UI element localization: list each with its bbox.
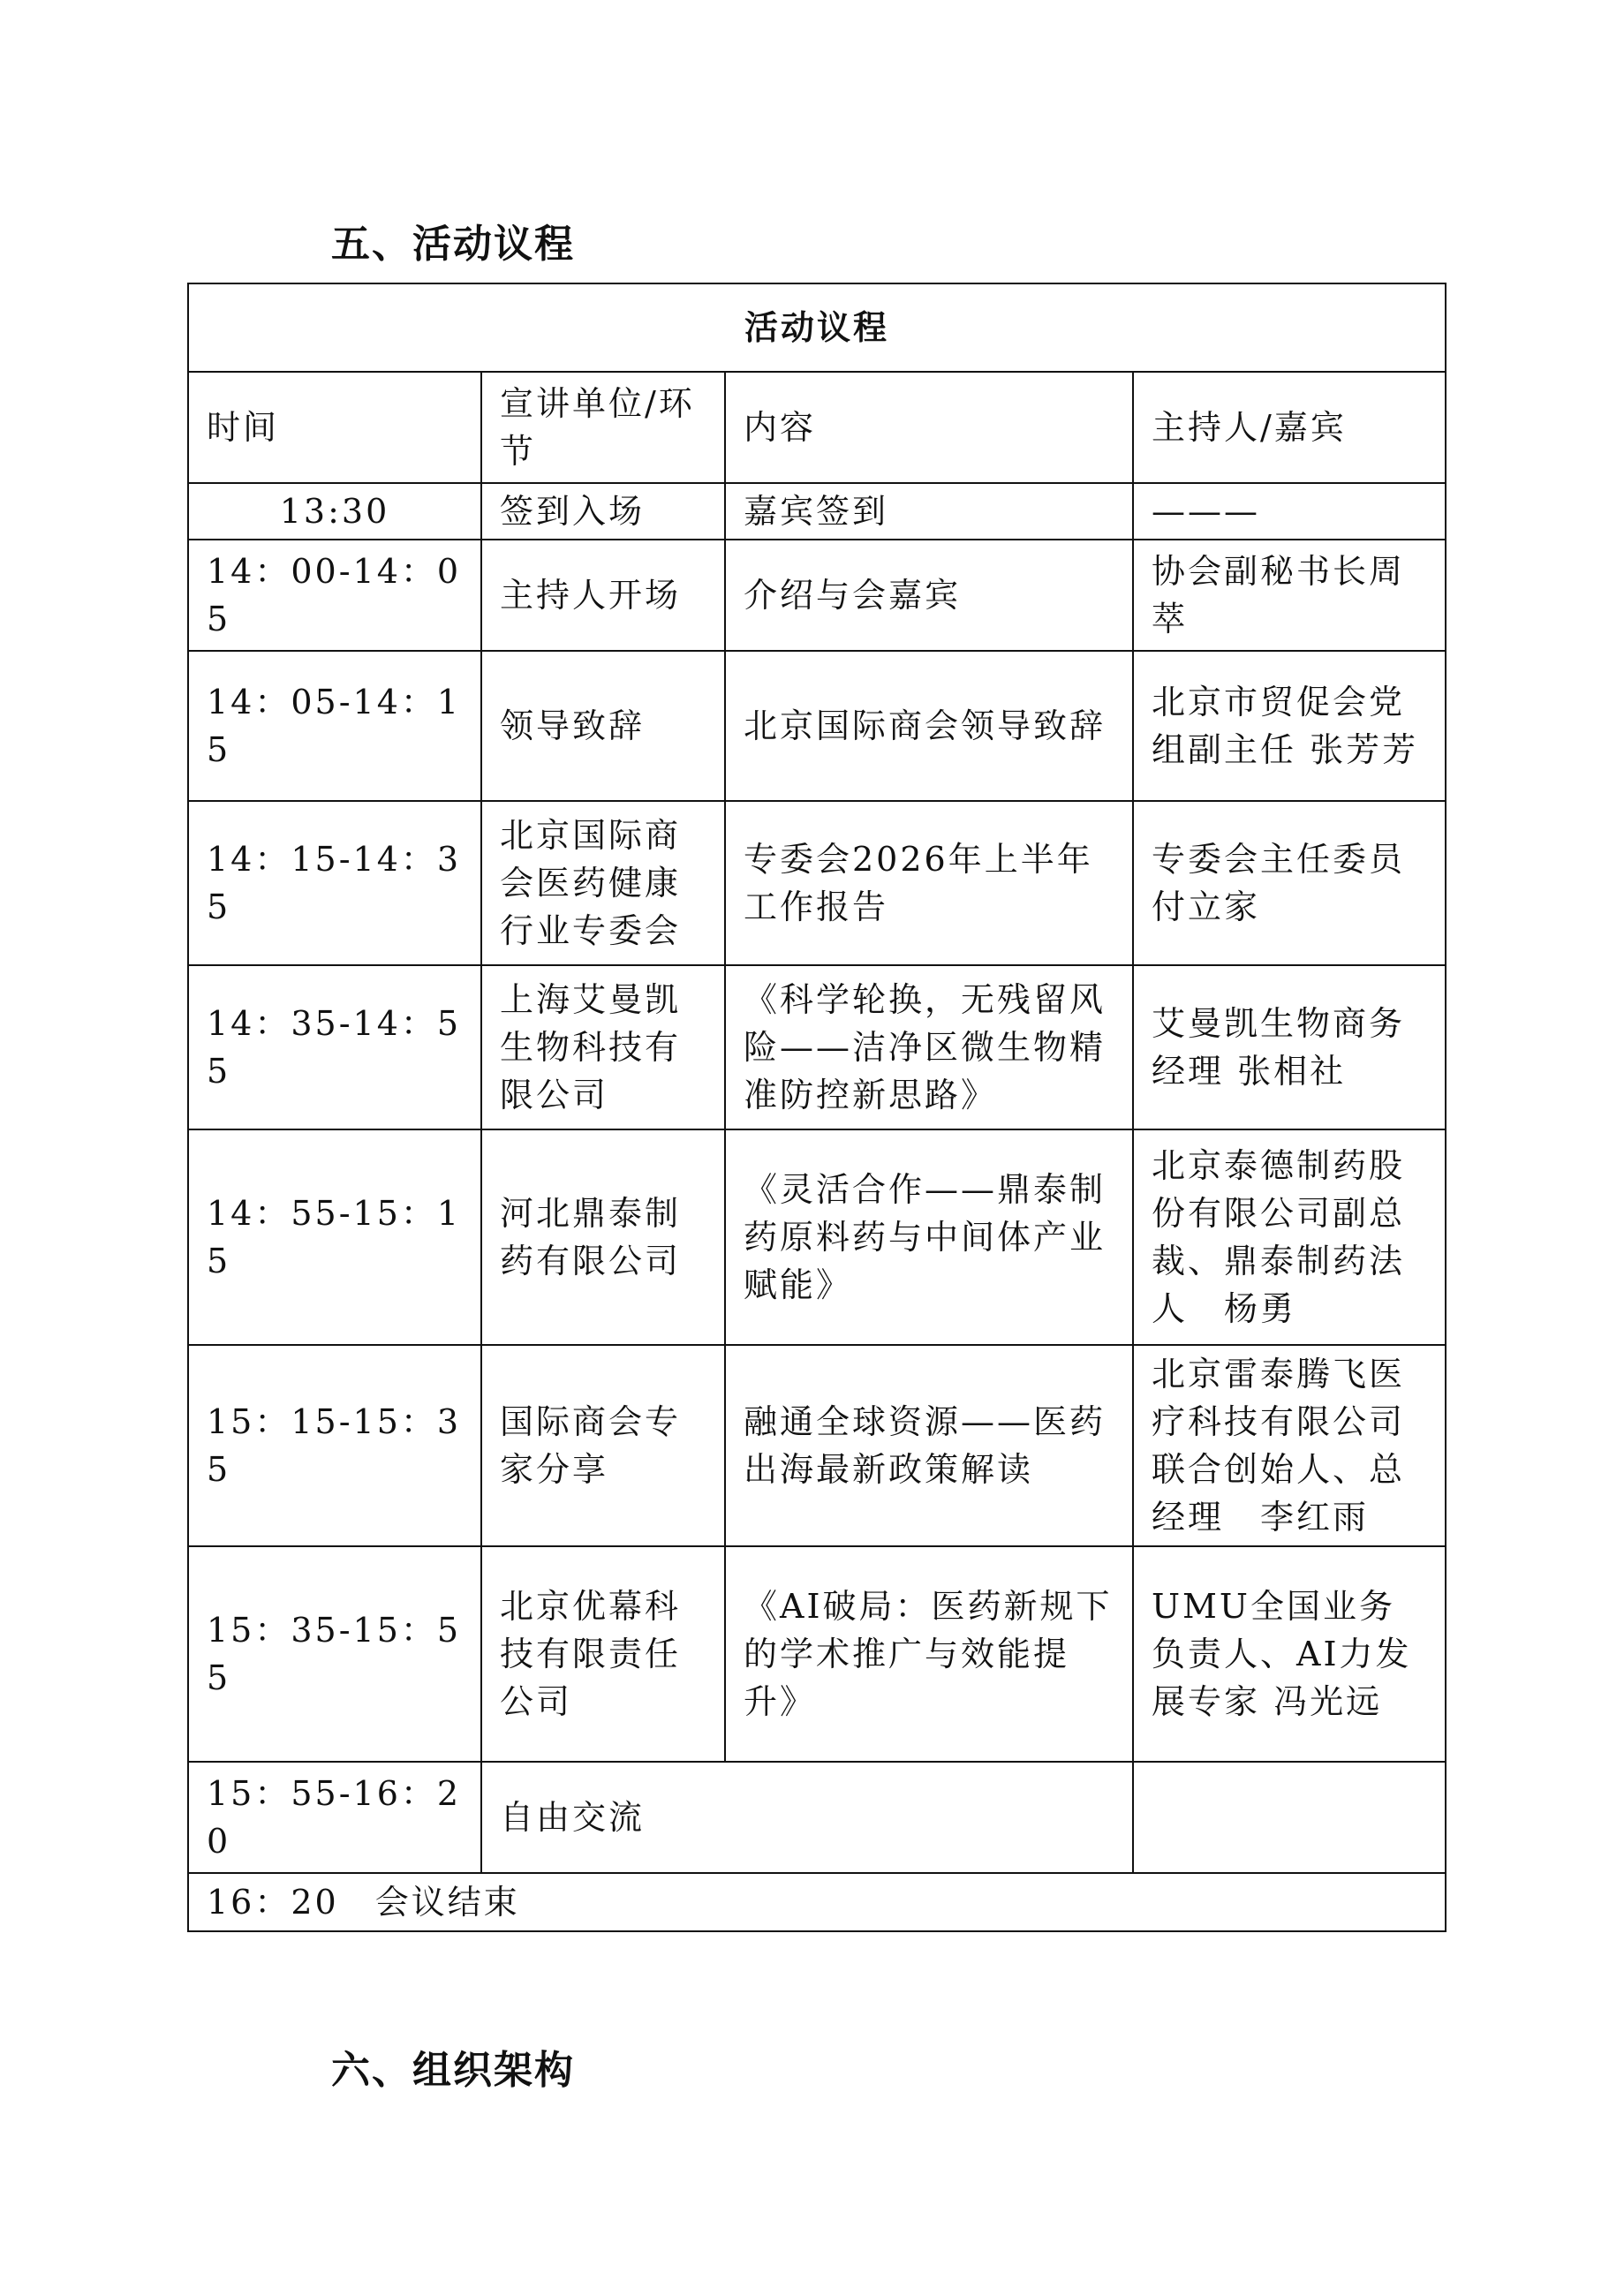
table-row [188, 1129, 1446, 1345]
header-host: 主持人/嘉宾 [1133, 372, 1446, 483]
header-content: 内容 [725, 372, 1133, 483]
table-row [188, 1546, 1446, 1762]
row-host: ——— [1133, 483, 1446, 540]
header-unit: 宣讲单位/环节 [481, 372, 725, 483]
table-row [188, 483, 1446, 540]
row-unit: 河北鼎泰制药有限公司 [481, 1129, 725, 1345]
row-time: 14：00-14：05 [188, 540, 481, 651]
row-time: 14：55-15：15 [188, 1129, 481, 1345]
table-row [188, 540, 1446, 651]
row-host [1133, 1762, 1446, 1873]
row-host: UMU全国业务负责人、AI力发展专家 冯光远 [1133, 1546, 1446, 1762]
row-time: 15：15-15：35 [188, 1345, 481, 1546]
row-host: 北京泰德制药股份有限公司副总裁、鼎泰制药法人 杨勇 [1133, 1129, 1446, 1345]
row-host: 北京雷泰腾飞医疗科技有限公司联合创始人、总经理 李红雨 [1133, 1345, 1446, 1546]
row-time: 14：15-14：35 [188, 801, 481, 965]
row-unit: 签到入场 [481, 483, 725, 540]
row-content: 北京国际商会领导致辞 [725, 651, 1133, 801]
row-host: 协会副秘书长周萃 [1133, 540, 1446, 651]
table-title-row [188, 283, 1446, 372]
table-row-free-exchange [188, 1762, 1446, 1873]
end-note: 16：20 会议结束 [188, 1873, 1446, 1931]
row-content: 《灵活合作——鼎泰制药原料药与中间体产业赋能》 [725, 1129, 1133, 1345]
row-time: 15：55-16：20 [188, 1762, 481, 1873]
row-unit: 主持人开场 [481, 540, 725, 651]
table-row [188, 651, 1446, 801]
table-row-end [188, 1873, 1446, 1931]
table-title: 活动议程 [188, 283, 1446, 372]
row-unit: 上海艾曼凯生物科技有限公司 [481, 965, 725, 1129]
row-content: 嘉宾签到 [725, 483, 1133, 540]
row-content: 《科学轮换，无残留风险——洁净区微生物精准防控新思路》 [725, 965, 1133, 1129]
header-time: 时间 [188, 372, 481, 483]
row-time: 15：35-15：55 [188, 1546, 481, 1762]
row-unit: 北京优幕科技有限责任公司 [481, 1546, 725, 1762]
table-row [188, 965, 1446, 1129]
row-unit: 领导致辞 [481, 651, 725, 801]
row-host: 专委会主任委员付立家 [1133, 801, 1446, 965]
row-time: 13:30 [188, 483, 481, 540]
row-time: 14：35-14：55 [188, 965, 481, 1129]
table-row [188, 801, 1446, 965]
section-heading-organization: 六、组织架构 [331, 2048, 575, 2093]
row-unit: 北京国际商会医药健康行业专委会 [481, 801, 725, 965]
row-unit: 国际商会专家分享 [481, 1345, 725, 1546]
row-time: 14：05-14：15 [188, 651, 481, 801]
row-host: 艾曼凯生物商务经理 张相社 [1133, 965, 1446, 1129]
row-content: 融通全球资源——医药出海最新政策解读 [725, 1345, 1133, 1546]
row-content: 《AI破局：医药新规下的学术推广与效能提升》 [725, 1546, 1133, 1762]
row-content: 介绍与会嘉宾 [725, 540, 1133, 651]
row-content: 专委会2026年上半年工作报告 [725, 801, 1133, 965]
table-row [188, 1345, 1446, 1546]
table-header-row [188, 372, 1446, 483]
section-heading-agenda: 五、活动议程 [331, 222, 575, 267]
row-unit: 自由交流 [481, 1762, 1133, 1873]
agenda-table [187, 283, 1446, 1932]
row-host: 北京市贸促会党组副主任 张芳芳 [1133, 651, 1446, 801]
